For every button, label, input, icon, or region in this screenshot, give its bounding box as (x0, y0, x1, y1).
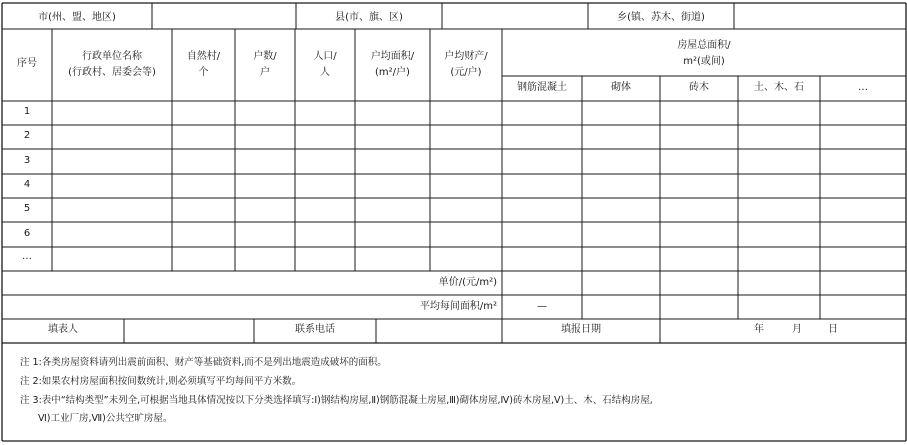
col-villages-line2: 个 (198, 67, 209, 78)
col-total-area-line2: m²(或间) (683, 56, 725, 67)
unit-price-label: 单价/(元/m²) (438, 277, 497, 288)
col-total-area-line1: 房屋总面积/ (677, 40, 731, 51)
note-3-continued: Ⅵ)工业厂房,Ⅶ)公共空旷房屋。 (38, 413, 173, 424)
row-number: 1 (23, 106, 31, 117)
date-day: 日 (828, 324, 838, 335)
col-population-line2: 人 (320, 67, 330, 78)
col-avg-area-line1: 户均面积/ (370, 51, 415, 62)
col-households-line2: 户 (260, 67, 270, 78)
row-number: 5 (23, 203, 31, 214)
col-structure-rc: 钢筋混凝土 (517, 82, 567, 93)
col-population-line1: 人口/ (313, 51, 337, 62)
col-unit-name-line1: 行政单位名称 (82, 51, 142, 62)
row-number: 2 (23, 130, 31, 141)
col-seq: 序号 (17, 58, 37, 69)
city-label: 市(州、盟、地区) (38, 12, 116, 23)
town-label: 乡(镇、苏木、街道) (617, 12, 705, 23)
col-unit-name-line2: (行政村、居委会等) (68, 67, 156, 78)
date-month: 月 (792, 324, 802, 335)
date-label: 填报日期 (561, 324, 601, 335)
col-structure-more: … (858, 82, 868, 93)
col-villages-line1: 自然村/ (186, 51, 221, 62)
col-households-line1: 户数/ (253, 51, 277, 62)
row-number: 6 (23, 228, 31, 239)
note-2: 注 2:如果农村房屋面积按间数统计,则必须填写平均每间平方米数。 (20, 376, 302, 387)
date-year: 年 (754, 324, 764, 335)
col-structure-earth-wood-stone: 土、木、石 (754, 82, 804, 93)
avg-room-area-label: 平均每间面积/m² (419, 301, 497, 312)
row-number: … (22, 251, 32, 262)
col-structure-brick-wood: 砖木 (689, 82, 709, 93)
row-number: 3 (23, 155, 31, 166)
col-structure-masonry: 砌体 (611, 82, 631, 93)
note-3: 注 3:表中“结构类型”未列全,可根据当地具体情况按以下分类选择填写:Ⅰ)钢结构房屋,Ⅱ)钢筋混凝土房屋,Ⅲ)砌体房屋,Ⅳ)砖木房屋,Ⅴ)土、木、石结构房屋, (20, 395, 653, 406)
filler-label: 填表人 (48, 324, 78, 335)
col-avg-property-line1: 户均财产/ (444, 51, 488, 62)
phone-label: 联系电话 (295, 324, 335, 335)
col-avg-area-line2: (m²/户) (375, 67, 410, 78)
row-number: 4 (23, 179, 31, 190)
col-avg-property-line2: (元/户) (450, 67, 482, 78)
county-label: 县(市、旗、区) (335, 12, 403, 23)
note-1: 注 1:各类房屋资料请列出震前面积、财产等基础资料,而不是列出地震造成破坏的面积。 (20, 357, 387, 368)
avg-room-area-dash: — (537, 301, 547, 312)
